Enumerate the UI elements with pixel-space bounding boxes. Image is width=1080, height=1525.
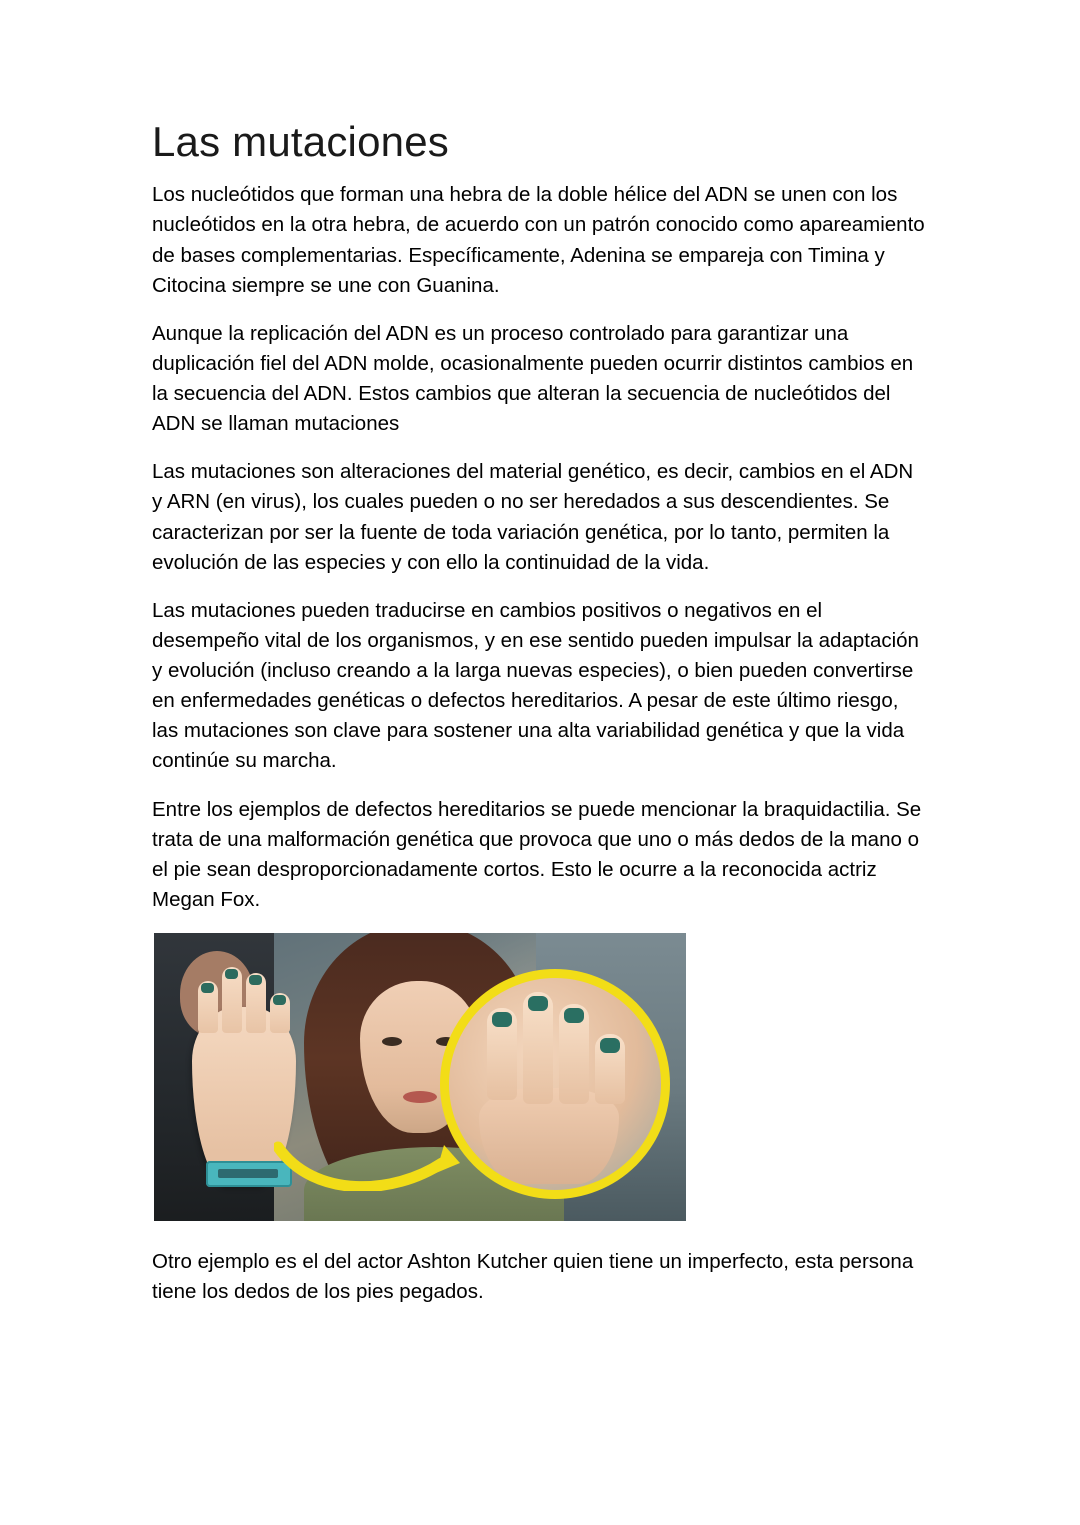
paragraph-2: Aunque la replicación del ADN es un proceso controlado para garantizar una duplicación fiel del ADN molde, ocasionalmente pueden ocurrir distintos cambios en la secuencia del ADN. Estos cambios que alteran la secuencia de nucleótidos del ADN se llaman mutaciones xyxy=(152,321,914,436)
paragraph-1: Los nucleótidos que forman una hebra de la doble hélice del ADN se unen con los nucleótidos en la otra hebra, de acuerdo con un patrón conocido como apareamiento de bases complementarias. Específicamente, Adenina se empareja con Timina y Citocina siempre se une con Guanina. xyxy=(152,183,925,297)
paragraph-3: Las mutaciones son alteraciones del material genético, es decir, cambios en el ADN y ARN (en virus), los cuales pueden o no ser heredados a sus descendientes. Se caracterizan por ser la fuente de toda variación genética, por lo tanto, permiten la evolución de las especies y con ello la continuidad de la vida. xyxy=(152,460,914,574)
lips xyxy=(403,1091,437,1103)
page-title: Las mutaciones xyxy=(152,118,449,165)
fingernail xyxy=(249,975,262,985)
photo-content xyxy=(154,933,686,1221)
fingernail xyxy=(201,983,214,993)
paragraph-4: Las mutaciones pueden traducirse en cambios positivos o negativos en el desempeño vital de los organismos, y en ese sentido pueden impulsar la adaptación y evolución (incluso creando a la larga nuevas especies), o bien pueden convertirse en enfermedades genéticas o defectos hereditarios. A pesar de este último riesgo, las mutaciones son clave para sostener una alta variabilidad genética y que la vida continúe su marcha. xyxy=(152,598,919,773)
pointer-arrow-icon xyxy=(274,1129,464,1191)
fingernail xyxy=(528,996,548,1011)
fingernail xyxy=(564,1008,584,1023)
fingernail xyxy=(273,995,286,1005)
zoom-highlight-circle xyxy=(440,969,670,1199)
figure-megan-fox-photo xyxy=(154,933,686,1221)
paragraph-5: Entre los ejemplos de defectos hereditarios se puede mencionar la braquidactilia. Se trata de una malformación genética que provoca que uno o más dedos de la mano o el pie sean desproporcionadamente cortos. Esto le ocurre a la reconocida actriz Megan Fox. xyxy=(152,797,922,911)
fingernail xyxy=(600,1038,620,1053)
paragraph-6: Otro ejemplo es el del actor Ashton Kutcher quien tiene un imperfecto, esta persona tiene los dedos de los pies pegados. xyxy=(152,1250,914,1304)
fingernail xyxy=(492,1012,512,1027)
eye-left xyxy=(382,1037,402,1046)
document-body xyxy=(152,118,927,1325)
fingernail xyxy=(225,969,238,979)
